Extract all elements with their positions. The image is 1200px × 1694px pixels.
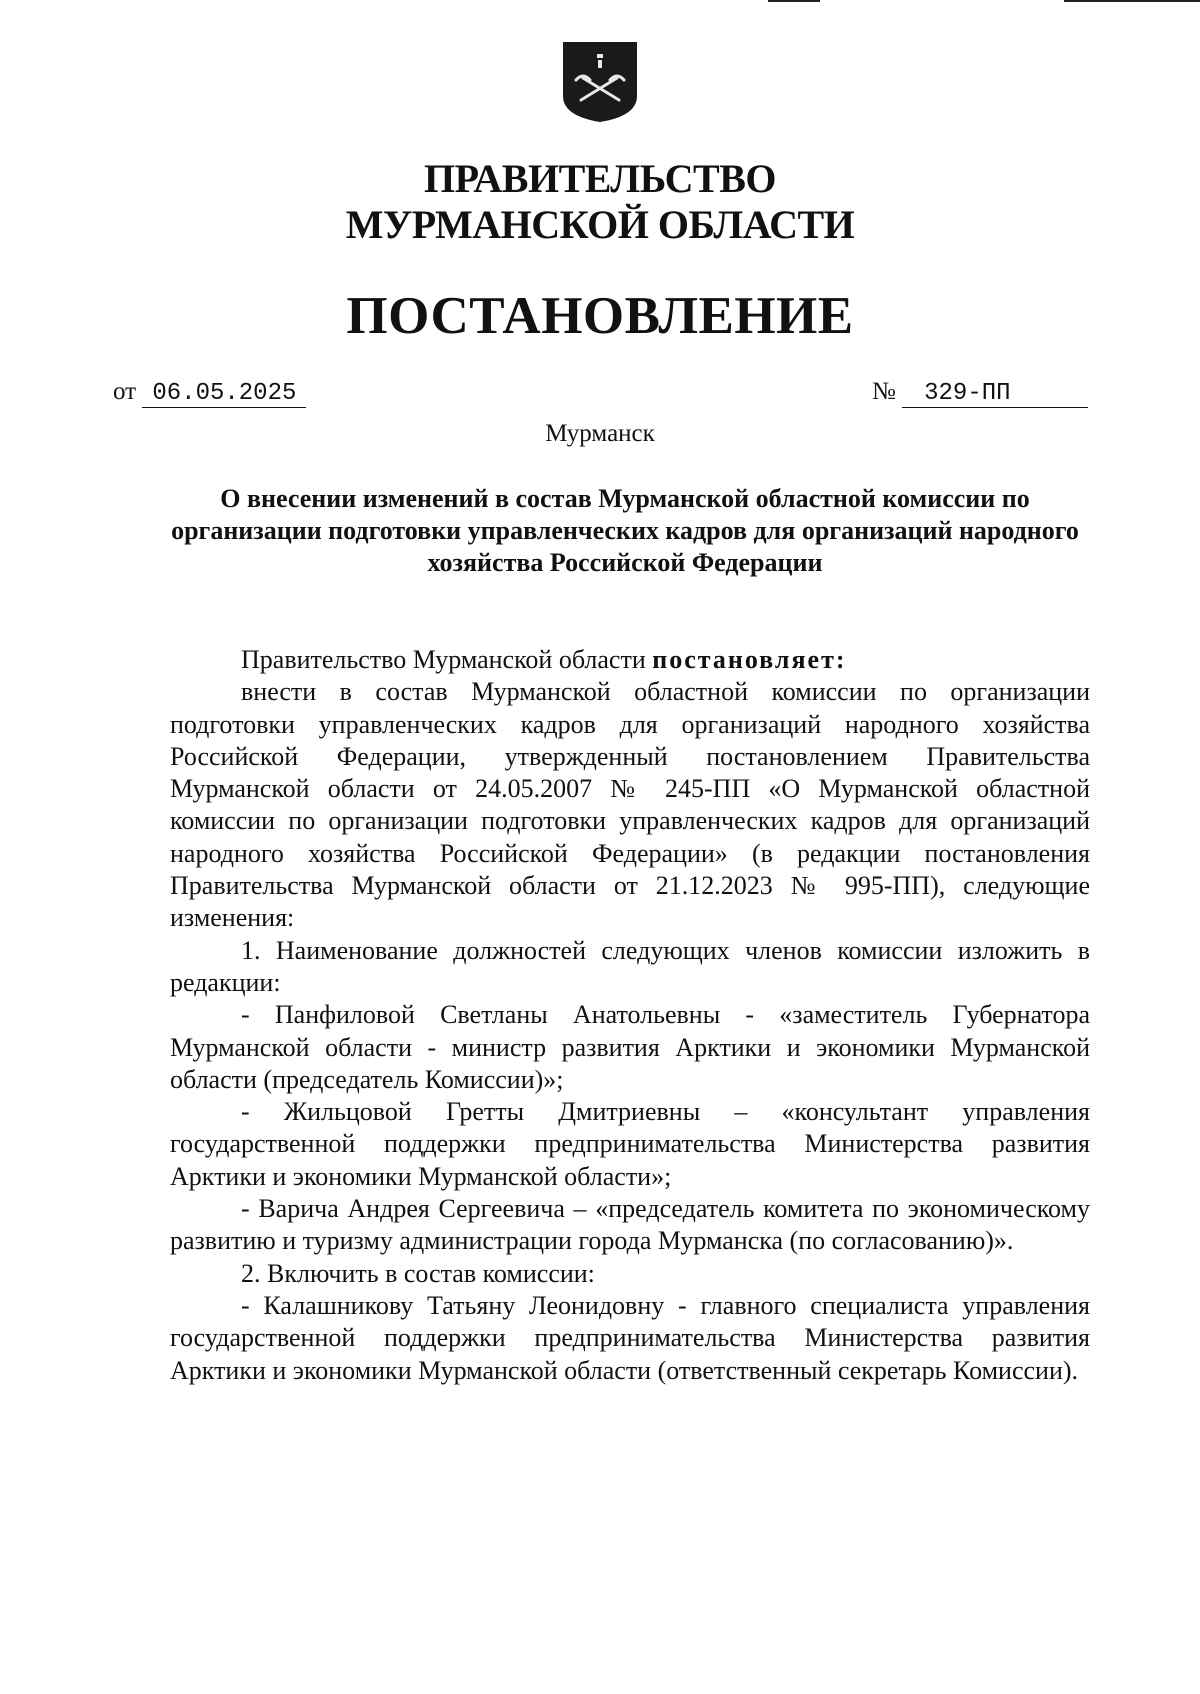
- document-number: [872, 378, 1088, 408]
- scan-mark-right: [1064, 0, 1200, 2]
- date-value: 06.05.2025: [142, 380, 306, 408]
- intro-text: Правительство Мурманской области: [241, 645, 653, 674]
- city-name: Мурманск: [545, 420, 655, 447]
- document-subject: О внесении изменений в состав Мурманской областной комиссии по организации подготовки управленческих кадров для организаций народного хозяйства Российской Федерации: [171, 484, 1079, 577]
- resolution-keyword: постановляет:: [652, 645, 847, 674]
- document-body: [170, 644, 1090, 1387]
- document-type-title: ПОСТАНОВЛЕНИЕ: [346, 287, 854, 345]
- body-paragraph: - Варича Андрея Сергеевича – «председатель комитета по экономическому развитию и туризму администрации города Мурманска (по согласованию)».: [170, 1194, 1090, 1256]
- document-date: [113, 378, 306, 408]
- body-paragraph: - Калашникову Татьяну Леонидовну - главного специалиста управления государственной поддержки предпринимательства Министерства развития Арктики и экономики Мурманской области (ответственный секретарь Комиссии).: [170, 1290, 1090, 1385]
- body-paragraph: внести в состав Мурманской областной комиссии по организации подготовки управленческих кадров для организаций народного хозяйства Российской Федерации, утвержденный постановлением Правительства Мурманской области от 24.05.2007 № 245-ПП «О Мурманской областной комиссии по организации подготовки управленческих кадров для организаций народного хозяйства Российской Федерации» (в редакции постановления Правительства Мурманской области от 21.12.2023 № 995-ПП), следующие изменения:: [170, 677, 1090, 933]
- organization-name-line2: МУРМАНСКОЙ ОБЛАСТИ: [345, 202, 855, 247]
- coat-of-arms-emblem: [557, 38, 643, 124]
- body-paragraph: - Панфиловой Светланы Анатольевны - «заместитель Губернатора Мурманской области - министр развития Арктики и экономики Мурманской области (председатель Комиссии)»;: [170, 1000, 1090, 1094]
- number-value: 329-ПП: [902, 380, 1088, 408]
- scan-mark-left: [768, 0, 820, 2]
- intro-paragraph: [170, 644, 1090, 676]
- body-paragraph: 1. Наименование должностей следующих членов комиссии изложить в редакции:: [170, 935, 1090, 997]
- number-prefix: №: [872, 378, 896, 405]
- body-paragraph: - Жильцовой Гретты Дмитриевны – «консультант управления государственной поддержки предпринимательства Министерства развития Арктики и экономики Мурманской области»;: [170, 1097, 1090, 1191]
- organization-name: [0, 156, 1200, 248]
- organization-name-line1: ПРАВИТЕЛЬСТВО: [423, 156, 777, 201]
- body-paragraph: 2. Включить в состав комиссии:: [241, 1258, 595, 1288]
- date-prefix: от: [113, 378, 137, 405]
